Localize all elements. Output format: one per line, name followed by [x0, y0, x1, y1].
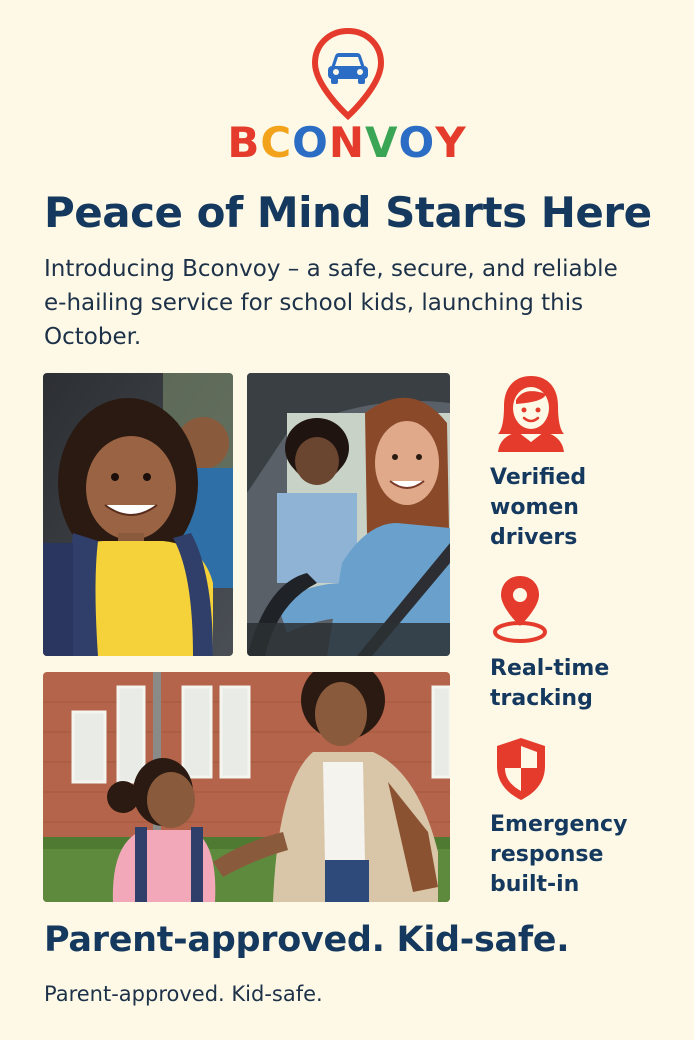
tagline: Parent-approved. Kid-safe. — [44, 920, 570, 960]
feature-label-emergency-response: Emergency response built-in — [490, 812, 628, 897]
shield-icon — [493, 736, 549, 802]
girl-with-backpack-in-car-photo — [43, 373, 233, 656]
woman-driver-icon — [494, 372, 568, 452]
intro-text: Introducing Bconvoy – a safe, secure, and reliable e-hailing service for school kids, launching this October. — [44, 256, 618, 350]
car-icon — [328, 53, 368, 84]
brand-letter: V — [365, 118, 399, 167]
location-pin-icon — [492, 574, 548, 644]
brand-letter: Y — [435, 118, 467, 167]
brand-wordmark — [0, 118, 694, 167]
brand-letter: B — [227, 118, 261, 167]
feature-label-verified-women-drivers: Verified women drivers — [490, 465, 587, 550]
sub-tagline: Parent-approved. Kid-safe. — [44, 982, 323, 1006]
brand-letter: O — [398, 118, 436, 167]
brand-letter: C — [260, 118, 293, 167]
woman-driver-with-child-photo — [247, 373, 450, 656]
mother-and-daughter-outside-school-photo — [43, 672, 450, 902]
brand-letter: N — [328, 118, 366, 167]
brand-letter: O — [292, 118, 329, 167]
headline: Peace of Mind Starts Here — [44, 188, 652, 237]
logo-location-pin-car-icon — [311, 28, 385, 120]
feature-label-real-time-tracking: Real-time tracking — [490, 656, 610, 711]
